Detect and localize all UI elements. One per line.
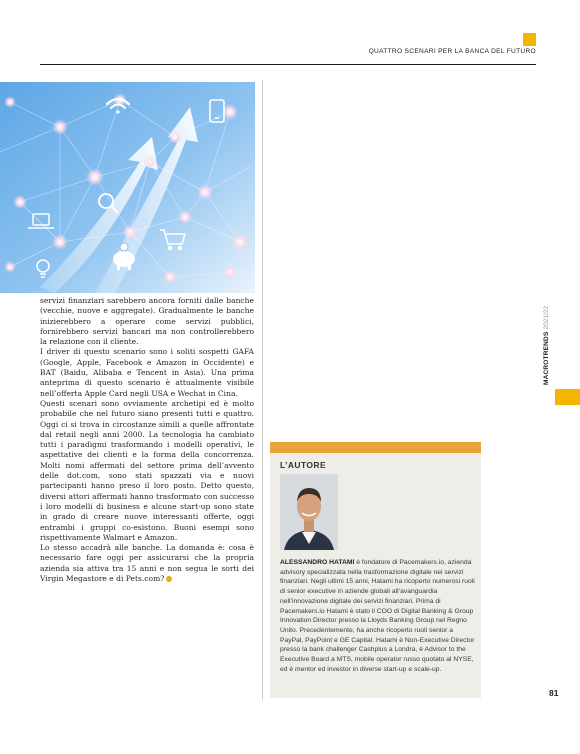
article-paragraph: Questi scenari sono ovviamente archetipi ed è molto probabile che nel futuro siano presenti tutti e quattro. Oggi ci si trova in circostanze simili a quelle affrontate dal retail negli anni 2000. La tecnologia ha cambiato tutti i paradigmi trasformando i modelli operativi, le aspettative dei clienti e la forma della concorrenza. Molti nomi affermati del settore prima dell’avvento delle dot.com, sono stati spazzati via e nuovi partecipanti hanno preso il loro posto. Detto questo, diversi attori affermati hanno trasformato con successo i loro modelli di business e alcune start-up sono state in grado di creare nuove interessanti offerte, oggi entrambi i gruppi co-esistono. Buoni esempi sono rispettivamente Walmart e Amazon. bbox=[40, 398, 254, 542]
author-photo bbox=[280, 474, 338, 550]
running-header: QUATTRO SCENARI PER LA BANCA DEL FUTURO bbox=[368, 48, 536, 55]
corner-accent-square bbox=[523, 33, 536, 46]
author-box-top-bar bbox=[270, 442, 481, 453]
article-paragraph: servizi finanziari sarebbero ancora forniti dalle banche (vecchie, nuove e aggregate). Gradualmente le banche inizierebbero a operare come servizi pubblici, fornirebbero servizi bancari ma non controllerebbero la relazione con il cliente. bbox=[40, 296, 254, 347]
column-divider bbox=[262, 80, 263, 700]
hero-image bbox=[0, 82, 255, 293]
sidebar-year: 2021/22 bbox=[543, 306, 550, 330]
author-bio bbox=[280, 558, 477, 674]
article-body bbox=[40, 296, 254, 584]
header-rule bbox=[40, 64, 536, 65]
article-paragraph-text: Lo stesso accadrà alle banche. La domanda è: cosa è necessario fare oggi per assicurarsi che la propria azienda sia attiva tra 15 anni e non segua le sorti dei Virgin Megastore e di Pets.com? bbox=[40, 543, 254, 584]
article-paragraph: I driver di questo scenario sono i soliti sospetti GAFA (Google, Apple, Facebook e Amazon in Occidente) e BAT (Baidu, Alibaba e Tencent in Asia). Una prima anteprima di questo scenario è attualmente visibile nell’offerta Apple Card negli USA e Wechat in Cina. bbox=[40, 347, 254, 398]
author-heading: L’AUTORE bbox=[280, 460, 327, 470]
sidebar-accent-bar bbox=[555, 389, 580, 405]
article-paragraph-last bbox=[40, 543, 254, 584]
sidebar-brand: MACROTRENDS bbox=[543, 331, 550, 385]
author-box bbox=[270, 442, 481, 698]
end-mark-icon bbox=[166, 576, 172, 582]
page-number: 81 bbox=[549, 688, 559, 698]
author-bio-text: è fondatore di Pacemakers.io, azienda advisory specializzata nella trasformazione digitale nei servizi finanziari. Negli ultimi 15 anni, Hatami ha ricoperto numerosi ruoli di senior executive in aziende globali all’avanguardia nell’innovazione digitale dei servizi finanziari. Prima di Pacemakers.io Hatami è stato il COO di Digital Banking & Group Innovation Director presso la Lloyds Banking Group nel Regno Unito. Precedentemente, ha anche ricoperto ruoli senior a PayPal, PayPoint e GE Capital. Hatami è Non-Executive Director presso la bank challenger Cashplus a Londra, è Advisor to the Executive Board a MTS, mobile operator russo quotato al NYSE, ed è mentor ed investor in diverse start-up e scale-up. bbox=[280, 559, 475, 673]
sidebar-label bbox=[543, 306, 550, 385]
author-name: ALESSANDRO HATAMI bbox=[280, 559, 355, 566]
